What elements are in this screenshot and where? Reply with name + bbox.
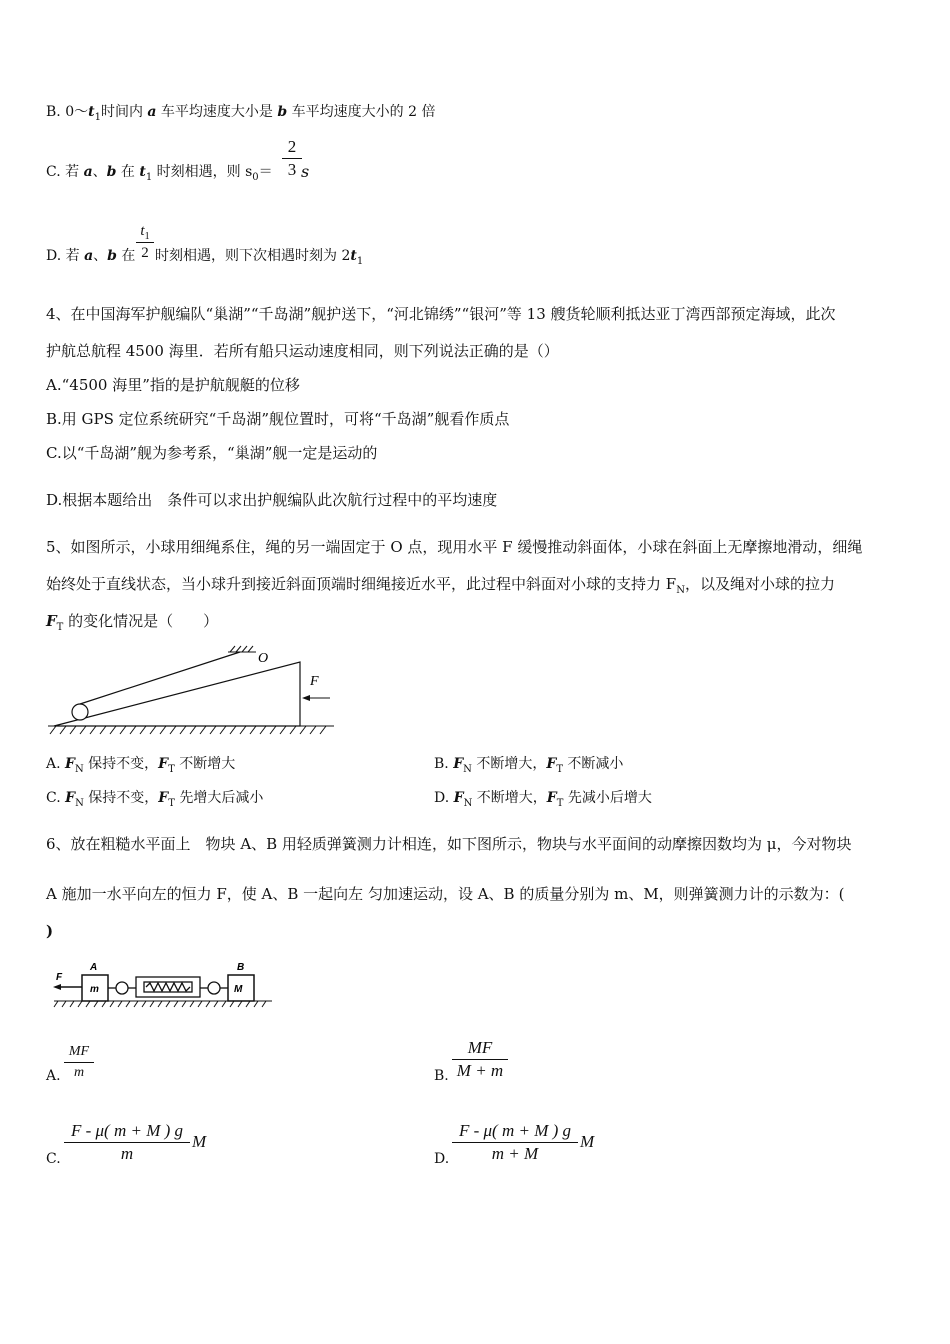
- label-M: M: [234, 984, 243, 995]
- q4-stem-line1: 4、在中国海军护舰编队“巢湖”“千岛湖”舰护送下，“河北锦绣”“银河”等 13 艘货轮顺利抵达亚丁湾西部预定海域，此次: [46, 305, 836, 323]
- q6-option-a-label: A.: [46, 1068, 61, 1084]
- label-A: A: [90, 962, 98, 973]
- q3-option-c: C. 若 a、b 在 $t_1$ 时刻相遇，则 $s_0=$: [46, 164, 273, 183]
- q5-option-a: A. $F_N$ 保持不变，$F_T$ 不断增大: [46, 756, 236, 775]
- q4-option-a: A.“4500 海里”指的是护航舰艇的位移: [46, 376, 300, 394]
- q4-option-c: C.以“千岛湖”舰为参考系，“巢湖”舰一定是运动的: [46, 444, 378, 462]
- q6-stem-line2: A 施加一水平向左的恒力 F，使 A、B 一起向左 匀加速运动，设 A、B 的质量分别为 m、M，则弹簧测力计的示数为：(: [46, 885, 845, 903]
- q6-option-c-multiplier: M: [192, 1132, 207, 1151]
- q4-option-d: D.根据本题给出 条件可以求出护舰编队此次航行过程中的平均速度: [46, 491, 498, 509]
- q6-stem-line3: ): [46, 922, 54, 940]
- label-B: B: [237, 962, 245, 973]
- q6-option-b-label: B.: [434, 1068, 449, 1084]
- q6-option-b-fraction: MF M + m: [452, 1037, 508, 1082]
- q5-incline-figure: [44, 642, 344, 738]
- q5-stem-line3: $F_T$ 的变化情况是（ ）: [46, 612, 219, 633]
- q3-c-s: s: [301, 162, 310, 181]
- label-m: m: [90, 984, 99, 995]
- incline-wedge: [54, 662, 300, 726]
- q5-stem-line1: 5、如图所示，小球用细绳系住，绳的另一端固定于 O 点，现用水平 F 缓慢推动斜面体，小球在斜面上无摩擦地滑动，细绳: [46, 538, 863, 556]
- label-F: F: [56, 972, 63, 983]
- q4-option-b: B.用 GPS 定位系统研究“千岛湖”舰位置时，可将“千岛湖”舰看作质点: [46, 410, 510, 428]
- ball: [72, 704, 88, 720]
- q6-option-d-fraction: F - μ( m + M ) g m + M: [452, 1120, 578, 1165]
- q5-option-d: D. $F_N$ 不断增大，$F_T$ 先减小后增大: [434, 790, 652, 809]
- q6-stem-line1: 6、放在粗糙水平面上 物块 A、B 用轻质弹簧测力计相连，如下图所示，物块与水平面间的动摩擦因数均为 μ，今对物块: [46, 835, 852, 853]
- ground-hatching: [48, 726, 334, 734]
- q6-option-d-label: D.: [434, 1151, 450, 1167]
- q6-option-c-label: C.: [46, 1151, 61, 1167]
- spring-scale: [108, 977, 228, 997]
- q5-option-c: C. $F_N$ 保持不变，$F_T$ 先增大后减小: [46, 790, 264, 809]
- force-F-label: F: [310, 674, 319, 689]
- q5-option-b: B. $F_N$ 不断增大，$F_T$ 不断减小: [434, 756, 624, 775]
- ground: [54, 1001, 272, 1007]
- ceiling-hatch: [228, 646, 256, 652]
- point-O-label: O: [258, 651, 269, 666]
- q3-c-fraction: 2 3: [282, 136, 302, 181]
- rope: [80, 652, 240, 704]
- q6-option-a-fraction: MF m: [64, 1042, 94, 1083]
- q5-stem-line2: 始终处于直线状态，当小球升到接近斜面顶端时细绳接近水平，此过程中斜面对小球的支持力 $F_N$，以及绳对小球的拉力: [46, 575, 835, 596]
- q3-d-fraction: $t_1$ 2: [136, 222, 154, 263]
- q4-stem-line2: 护航总航程 4500 海里．若所有船只运动速度相同，则下列说法正确的是（）: [46, 342, 559, 360]
- q3-option-d: D. 若 a、b 在: [46, 248, 136, 264]
- q3-option-b: B. $0\sim t_1$时间内 a 车平均速度大小是 b 车平均速度大小的 2 倍: [46, 104, 436, 123]
- q3-option-d-tail: 时刻相遇，则下次相遇时刻为 $2t_1$: [155, 248, 364, 267]
- q6-spring-figure: [50, 957, 275, 1013]
- q6-option-c-fraction: F - μ( m + M ) g m: [64, 1120, 190, 1165]
- q6-option-d-multiplier: M: [580, 1132, 595, 1151]
